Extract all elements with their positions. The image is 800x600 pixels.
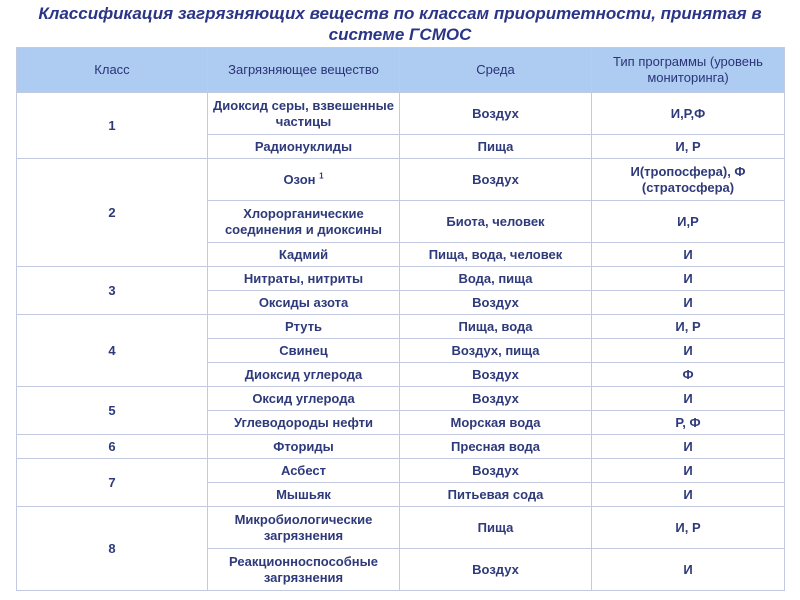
substance-cell: Реакционноспособные загрязнения [208, 549, 400, 591]
header-substance: Загрязняющее вещество [208, 48, 400, 93]
substance-cell: Оксиды азота [208, 291, 400, 315]
substance-cell [208, 159, 400, 201]
table-row [17, 387, 785, 411]
environment-cell: Пища [400, 507, 592, 549]
class-cell: 2 [17, 159, 208, 267]
table-row [17, 159, 785, 201]
table-row [17, 507, 785, 549]
substance-cell: Фториды [208, 435, 400, 459]
program-cell: И, Р [592, 315, 785, 339]
substance-cell: Диоксид серы, взвешенные частицы [208, 93, 400, 135]
program-cell: Р, Ф [592, 411, 785, 435]
table-row [17, 267, 785, 291]
environment-cell: Питьевая сода [400, 483, 592, 507]
environment-cell: Биота, человек [400, 201, 592, 243]
class-cell: 3 [17, 267, 208, 315]
class-cell: 7 [17, 459, 208, 507]
priority-classes-table [16, 47, 785, 591]
program-cell: И [592, 267, 785, 291]
table-row [17, 459, 785, 483]
class-cell: 5 [17, 387, 208, 435]
substance-cell: Хлорорганические соединения и диоксины [208, 201, 400, 243]
program-cell: И, Р [592, 507, 785, 549]
environment-cell: Воздух [400, 291, 592, 315]
program-cell: И,Р,Ф [592, 93, 785, 135]
environment-cell: Воздух [400, 459, 592, 483]
substance-cell: Диоксид углерода [208, 363, 400, 387]
substance-cell: Свинец [208, 339, 400, 363]
environment-cell: Воздух [400, 363, 592, 387]
substance-cell: Микробиологические загрязнения [208, 507, 400, 549]
environment-cell: Воздух [400, 93, 592, 135]
environment-cell: Воздух [400, 159, 592, 201]
table-header-row [17, 48, 785, 93]
environment-cell: Пища, вода [400, 315, 592, 339]
program-cell: И, Р [592, 135, 785, 159]
environment-cell: Воздух [400, 549, 592, 591]
environment-cell: Воздух [400, 387, 592, 411]
header-program: Тип программы (уровень мониторинга) [592, 48, 785, 93]
substance-text: Озон [283, 171, 316, 187]
environment-cell: Морская вода [400, 411, 592, 435]
program-cell: И [592, 387, 785, 411]
program-cell: И [592, 243, 785, 267]
table-row [17, 435, 785, 459]
environment-cell: Воздух, пища [400, 339, 592, 363]
page-title: Классификация загрязняющих веществ по классам приоритетности, принятая в системе ГСМОС [38, 4, 762, 44]
environment-cell: Вода, пища [400, 267, 592, 291]
substance-cell: Ртуть [208, 315, 400, 339]
program-cell: И [592, 339, 785, 363]
header-class: Класс [17, 48, 208, 93]
environment-cell: Пресная вода [400, 435, 592, 459]
program-cell: И [592, 435, 785, 459]
environment-cell: Пища, вода, человек [400, 243, 592, 267]
substance-cell: Мышьяк [208, 483, 400, 507]
program-cell: И [592, 291, 785, 315]
class-cell: 8 [17, 507, 208, 591]
class-cell: 1 [17, 93, 208, 159]
header-environment: Среда [400, 48, 592, 93]
program-cell: И(тропосфера), Ф (стратосфера) [592, 159, 785, 201]
program-cell: И [592, 549, 785, 591]
table-row [17, 93, 785, 135]
footnote-marker: 1 [319, 171, 324, 181]
program-cell: Ф [592, 363, 785, 387]
substance-cell: Радионуклиды [208, 135, 400, 159]
class-cell: 6 [17, 435, 208, 459]
substance-cell: Оксид углерода [208, 387, 400, 411]
program-cell: И,Р [592, 201, 785, 243]
environment-cell: Пища [400, 135, 592, 159]
substance-cell: Асбест [208, 459, 400, 483]
program-cell: И [592, 459, 785, 483]
substance-cell: Углеводороды нефти [208, 411, 400, 435]
table-row [17, 315, 785, 339]
substance-cell: Нитраты, нитриты [208, 267, 400, 291]
substance-cell: Кадмий [208, 243, 400, 267]
class-cell: 4 [17, 315, 208, 387]
program-cell: И [592, 483, 785, 507]
